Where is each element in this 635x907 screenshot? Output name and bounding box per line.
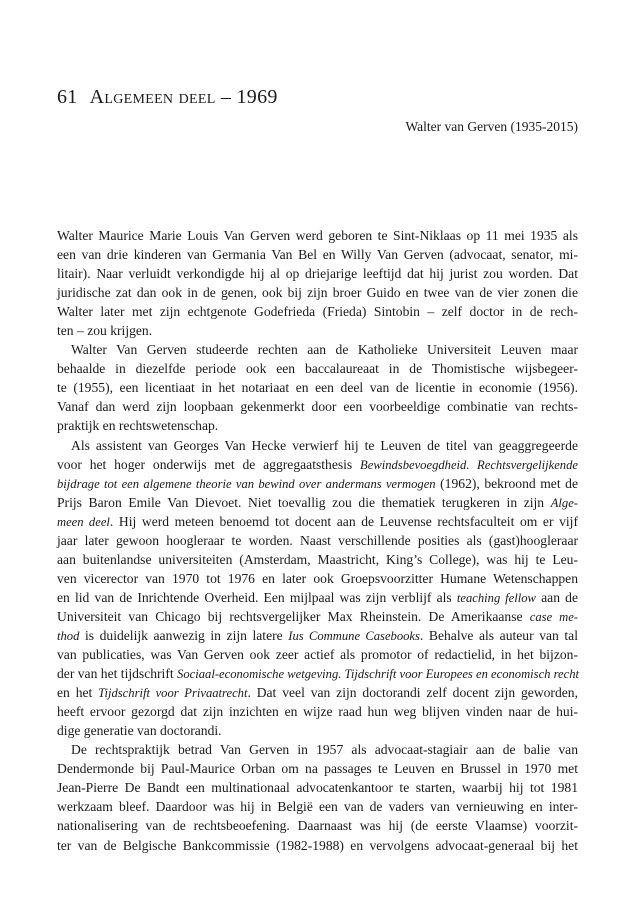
text-run: . Behalve als auteur van tal xyxy=(419,627,578,643)
text-run: . Hij werd meteen benoemd tot docent aan de Leuvense rechtsfaculteit om er vijf xyxy=(109,513,578,529)
text-line: Jean-Pierre De Bandt een multinationaal advocatenkantoor te starten, waarbij hij tot 1981 xyxy=(57,780,578,796)
text-line: litair). Naar verluidt verkondigde hij al op driejarige leeftijd dat hij jurist zou worden. Dat xyxy=(57,266,578,282)
text-line: nationalisering van de rechtsbeoefening. Daarnaast was hij (de eerste Vlaamse) voorzit- xyxy=(57,818,578,834)
text-line: ven vicerector van 1970 tot 1976 en later ook Groepsvoorzitter Humane Wetenschappen xyxy=(57,570,578,586)
text-line: Walter Van Gerven studeerde rechten aan de Katholieke Universiteit Leuven maar xyxy=(71,342,578,358)
text-line: Walter later met zijn echtgenote Godefrieda (Frieda) Sintobin – zelf doctor in de rech- xyxy=(57,304,578,320)
text-line: werkzaam bleef. Daardoor was hij in België een van de vaders van vernieuwing en inter- xyxy=(57,799,578,815)
text-line: ten – zou krijgen. xyxy=(57,323,153,339)
text-line: jaar later gewoon hoogleraar te worden. Naast verschillende posities als (gast)hoogleraar xyxy=(57,532,578,548)
text-line: Dendermonde bij Paul-Maurice Orban om na passages te Leuven en Brussel in 1970 met xyxy=(57,761,578,777)
italic-text: Alge- xyxy=(550,495,578,510)
text-line xyxy=(57,664,578,683)
text-line xyxy=(57,455,578,474)
text-line: heeft ervoor gezorgd dat zijn inzichten en wijze raad hun weg blijven vinden naar de hui- xyxy=(57,704,578,720)
text-run: en het xyxy=(57,685,99,701)
text-run: . Dat veel van zijn doctorandi zelf docent zijn geworden, xyxy=(247,685,578,701)
text-line xyxy=(57,512,578,531)
chapter-title: Algemeen deel – 1969 xyxy=(89,86,278,108)
text-run: (1962), bekroond met de xyxy=(435,475,578,491)
text-line xyxy=(57,588,578,607)
text-line: Als assistent van Georges Van Hecke verwierf hij te Leuven de titel van geaggregeerde xyxy=(71,437,578,453)
text-run: aan de xyxy=(535,589,579,605)
text-line xyxy=(57,493,578,512)
author-byline: Walter van Gerven (1935-2015) xyxy=(405,119,578,134)
italic-text: bijdrage tot een algemene theorie van bewind over andermans vermogen xyxy=(57,476,436,491)
italic-text: Tijdschrift voor Privaatrecht xyxy=(98,686,248,701)
chapter-heading xyxy=(57,86,278,109)
text-run: is duidelijk aanwezig in zijn latere xyxy=(79,627,289,643)
text-line xyxy=(57,683,578,702)
text-line xyxy=(57,626,578,645)
text-line: Vanaf dan werd zijn loopbaan gekenmerkt door een voorbeeldige combinatie van rechts- xyxy=(57,399,578,415)
text-line: van publicaties, was Van Gerven ook zeer actief als promotor of redactielid, in het bijzon- xyxy=(57,647,578,663)
text-run: Universiteit van Chicago bij rechtsvergelijker Max Rheinstein. De Amerikaanse xyxy=(57,608,530,624)
text-line: ter van de Belgische Bankcommissie (1982-1988) en vervolgens advocaat-generaal bij het xyxy=(57,837,578,853)
text-run: en lid van de Inrichtende Overheid. Een mijlpaal was zijn verblijf als xyxy=(57,589,457,605)
text-line: juridische zat dan ook in de genen, ook bij zijn broer Guido en twee van de vier zonen die xyxy=(57,285,578,301)
text-run: Prijs Baron Emile Van Dievoet. Niet toevallig zou die thematiek terugkeren in zijn xyxy=(57,494,551,510)
text-line: te (1955), een licentiaat in het notariaat en een deel van de licentie in economie (1956). xyxy=(57,380,578,396)
text-line: De rechtspraktijk betrad Van Gerven in 1957 als advocaat-stagiair aan de balie van xyxy=(71,742,578,758)
text-run: der van het tijdschrift xyxy=(57,666,178,682)
italic-text: case me- xyxy=(529,609,579,624)
text-line: aan buitenlandse universiteiten (Amsterdam, Maastricht, King’s College), was hij te Leu- xyxy=(57,551,578,567)
text-line: praktijk en rechtswetenschap. xyxy=(57,418,219,434)
text-line xyxy=(57,474,578,493)
text-line: Walter Maurice Marie Louis Van Gerven werd geboren te Sint-Niklaas op 11 mei 1935 als xyxy=(57,228,578,243)
italic-text: Bewindsbevoegdheid. Rechtsvergelijkende xyxy=(360,457,578,472)
chapter-number: 61 xyxy=(57,86,78,108)
text-line xyxy=(57,607,578,626)
text-line: een van drie kinderen van Germania Van Bel en Willy Van Gerven (advocaat, senator, mi- xyxy=(57,247,578,263)
italic-text: thod xyxy=(57,628,80,643)
italic-text: teaching fellow xyxy=(456,590,536,605)
text-line: behaalde in diezelfde periode ook een baccalaureaat in de Thomistische wijsbegeer- xyxy=(57,361,578,377)
text-line: dige generatie van doctorandi. xyxy=(57,723,222,739)
body-text xyxy=(57,226,578,855)
text-run: voor het hoger onderwijs met de aggregaatsthesis xyxy=(57,456,361,472)
italic-text: Sociaal-economische wetgeving. Tijdschrift voor Europees en economisch recht xyxy=(177,667,580,682)
italic-text: meen deel xyxy=(57,514,110,529)
italic-text: Ius Commune Casebooks xyxy=(288,628,420,643)
